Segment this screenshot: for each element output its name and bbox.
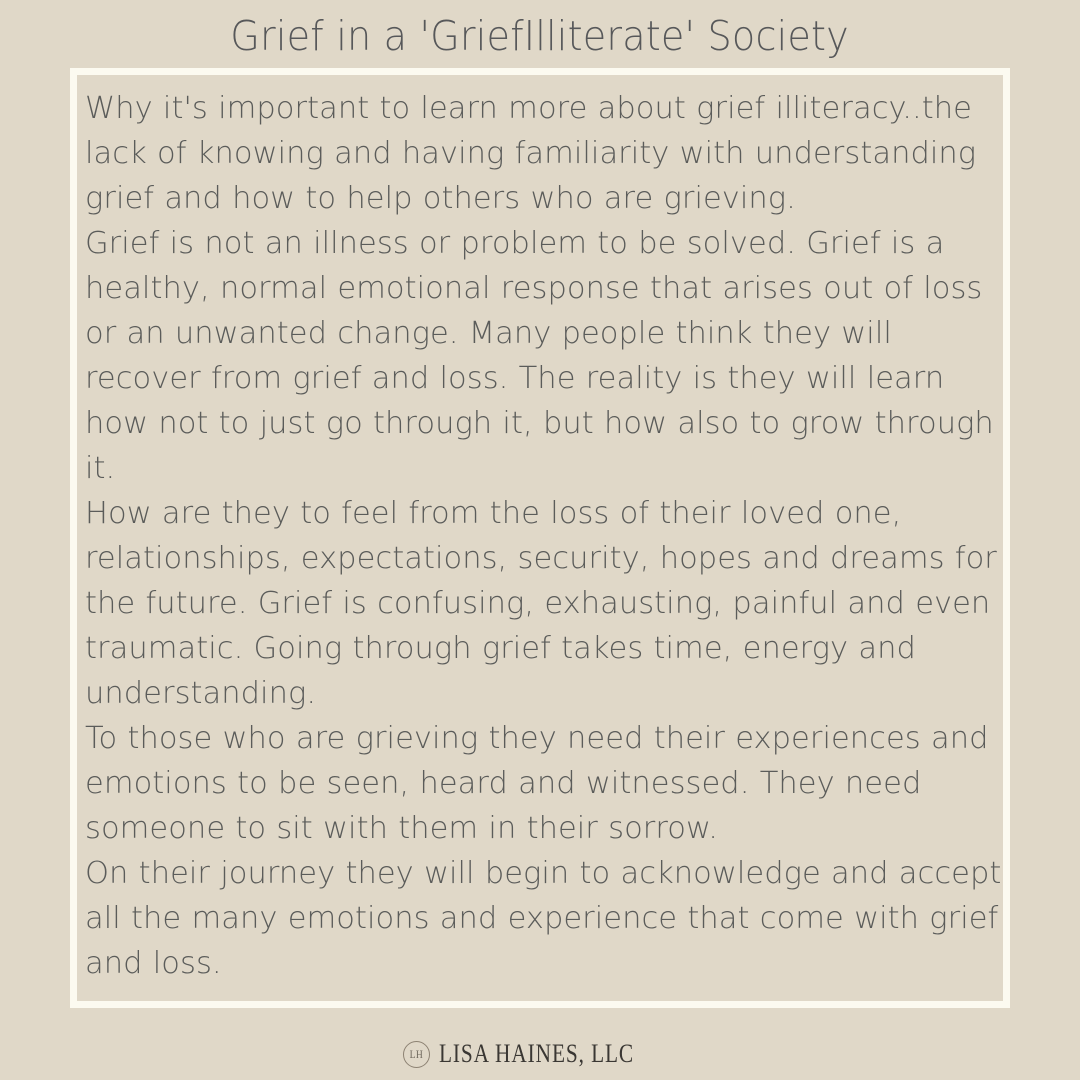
title-container <box>0 8 1080 66</box>
paragraph-5: On their journey they will begin to acknowledge and accept all the many emotions and experience that come with grief and loss. <box>85 856 1002 981</box>
page-title: Grief in a 'GriefIlliterate' Society <box>230 12 850 61</box>
paragraph-2: Grief is not an illness or problem to be solved. Grief is a healthy, normal emotional response that arises out of loss or an unwanted change. Many people think they will recover from grief and loss. The reality is they will learn how not to just go through it, but how also to grow through it. <box>85 226 994 486</box>
footer-branding <box>0 1034 1080 1074</box>
brand-name: LISA HAINES, LLC <box>439 1039 635 1068</box>
content-frame-inner <box>77 75 1003 1001</box>
paragraph-1: Why it's important to learn more about grief illiteracy..the lack of knowing and having familiarity with understanding grief and how to help others who are grieving. <box>85 91 977 216</box>
content-frame <box>70 68 1010 1008</box>
monogram-initials: LH <box>409 1047 424 1061</box>
paragraph-4: To those who are grieving they need their experiences and emotions to be seen, heard and witnessed. They need someone to sit with them in their sorrow. <box>85 721 989 846</box>
lh-monogram-icon <box>403 1041 430 1068</box>
body-copy <box>85 86 1003 986</box>
paragraph-3: How are they to feel from the loss of their loved one, relationships, expectations, security, hopes and dreams for the future. Grief is confusing, exhausting, painful and even traumatic. Going through grief takes time, energy and understanding. <box>85 496 997 711</box>
